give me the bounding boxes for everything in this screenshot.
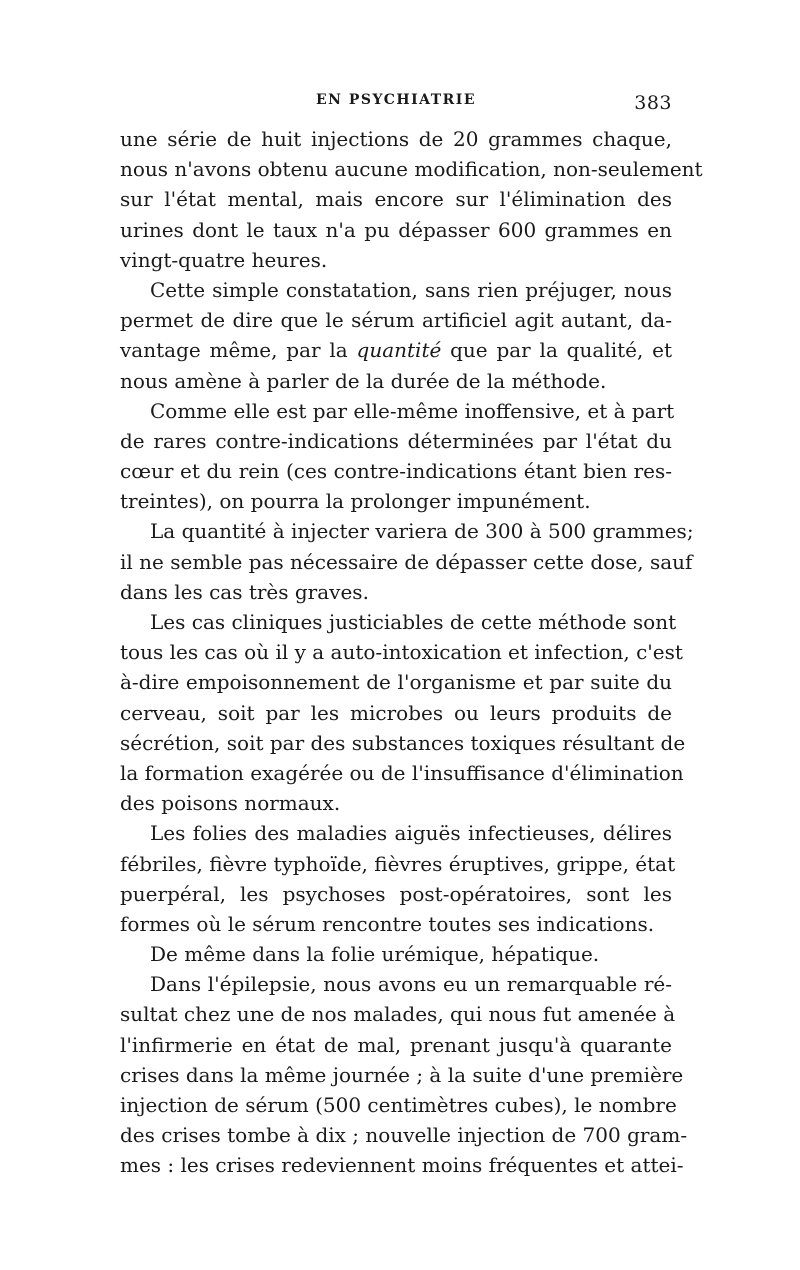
text-line: permet de dire que le sérum artificiel agit autant, da-: [120, 308, 672, 333]
text-line: de rares contre-indications déterminées par l'état du: [120, 428, 672, 453]
text-line: Cette simple constatation, sans rien préjuger, nous: [150, 277, 672, 302]
text-line: Comme elle est par elle-même inoffensive, et à part: [150, 398, 675, 423]
text-line: treintes), on pourra la prolonger impunément.: [120, 489, 591, 514]
text-line: fébriles, fièvre typhoïde, fièvres éruptives, grippe, état: [120, 851, 676, 876]
text-line: La quantité à injecter variera de 300 à 500 grammes;: [150, 519, 694, 544]
text-line-with-italic: [120, 335, 672, 365]
text-line: sur l'état mental, mais encore sur l'élimination des: [120, 187, 672, 212]
text-line: urines dont le taux n'a pu dépasser 600 grammes en: [120, 217, 672, 242]
text-segment: que par la qualité, et: [450, 338, 672, 363]
header-title: EN PSYCHIATRIE: [315, 92, 476, 108]
text-line: il ne semble pas nécessaire de dépasser cette dose, sauf: [120, 549, 693, 574]
text-line: la formation exagérée ou de l'insuffisance d'élimination: [120, 760, 684, 785]
running-head: [120, 92, 672, 116]
text-line: sultat chez une de nos malades, qui nous fut amenée à: [120, 1002, 676, 1027]
text-line: vingt-quatre heures.: [120, 247, 328, 272]
text-line: l'infirmerie en état de mal, prenant jusqu'à quarante: [120, 1032, 672, 1057]
text-line: nous n'avons obtenu aucune modification, non-seulement: [120, 157, 703, 182]
body-text: [120, 124, 703, 1181]
text-segment: vantage même, par la: [120, 338, 348, 363]
text-line: formes où le sérum rencontre toutes ses indications.: [120, 911, 655, 936]
page-number: 383: [634, 92, 672, 114]
text-line: des poisons normaux.: [120, 791, 341, 816]
text-line: cerveau, soit par les microbes ou leurs produits de: [120, 700, 672, 725]
text-line: dans les cas très graves.: [120, 579, 369, 604]
text-line: crises dans la même journée ; à la suite d'une première: [120, 1062, 684, 1087]
text-line: sécrétion, soit par des substances toxiques résultant de: [120, 730, 686, 755]
text-line: injection de sérum (500 centimètres cubes), le nombre: [120, 1093, 677, 1117]
italic-word: quantité: [356, 338, 442, 363]
text-line: tous les cas où il y a auto-intoxication et infection, c'est: [120, 640, 683, 665]
text-line: une série de huit injections de 20 grammes chaque,: [120, 127, 672, 151]
text-line: Dans l'épilepsie, nous avons eu un remarquable ré-: [150, 972, 672, 997]
text-line: cœur et du rein (ces contre-indications étant bien res-: [120, 459, 672, 484]
text-line: des crises tombe à dix ; nouvelle injection de 700 gram-: [120, 1123, 688, 1148]
text-line: De même dans la folie urémique, hépatique.: [150, 942, 600, 967]
text-line: nous amène à parler de la durée de la méthode.: [120, 368, 607, 393]
text-line: mes : les crises redeviennent moins fréquentes et attei-: [120, 1153, 684, 1178]
text-line: Les folies des maladies aiguës infectieuses, délires: [150, 821, 672, 846]
text-line: à-dire empoisonnement de l'organisme et par suite du: [120, 670, 672, 695]
text-line: puerpéral, les psychoses post-opératoires, sont les: [120, 881, 672, 906]
text-line: Les cas cliniques justiciables de cette méthode sont: [150, 610, 677, 634]
